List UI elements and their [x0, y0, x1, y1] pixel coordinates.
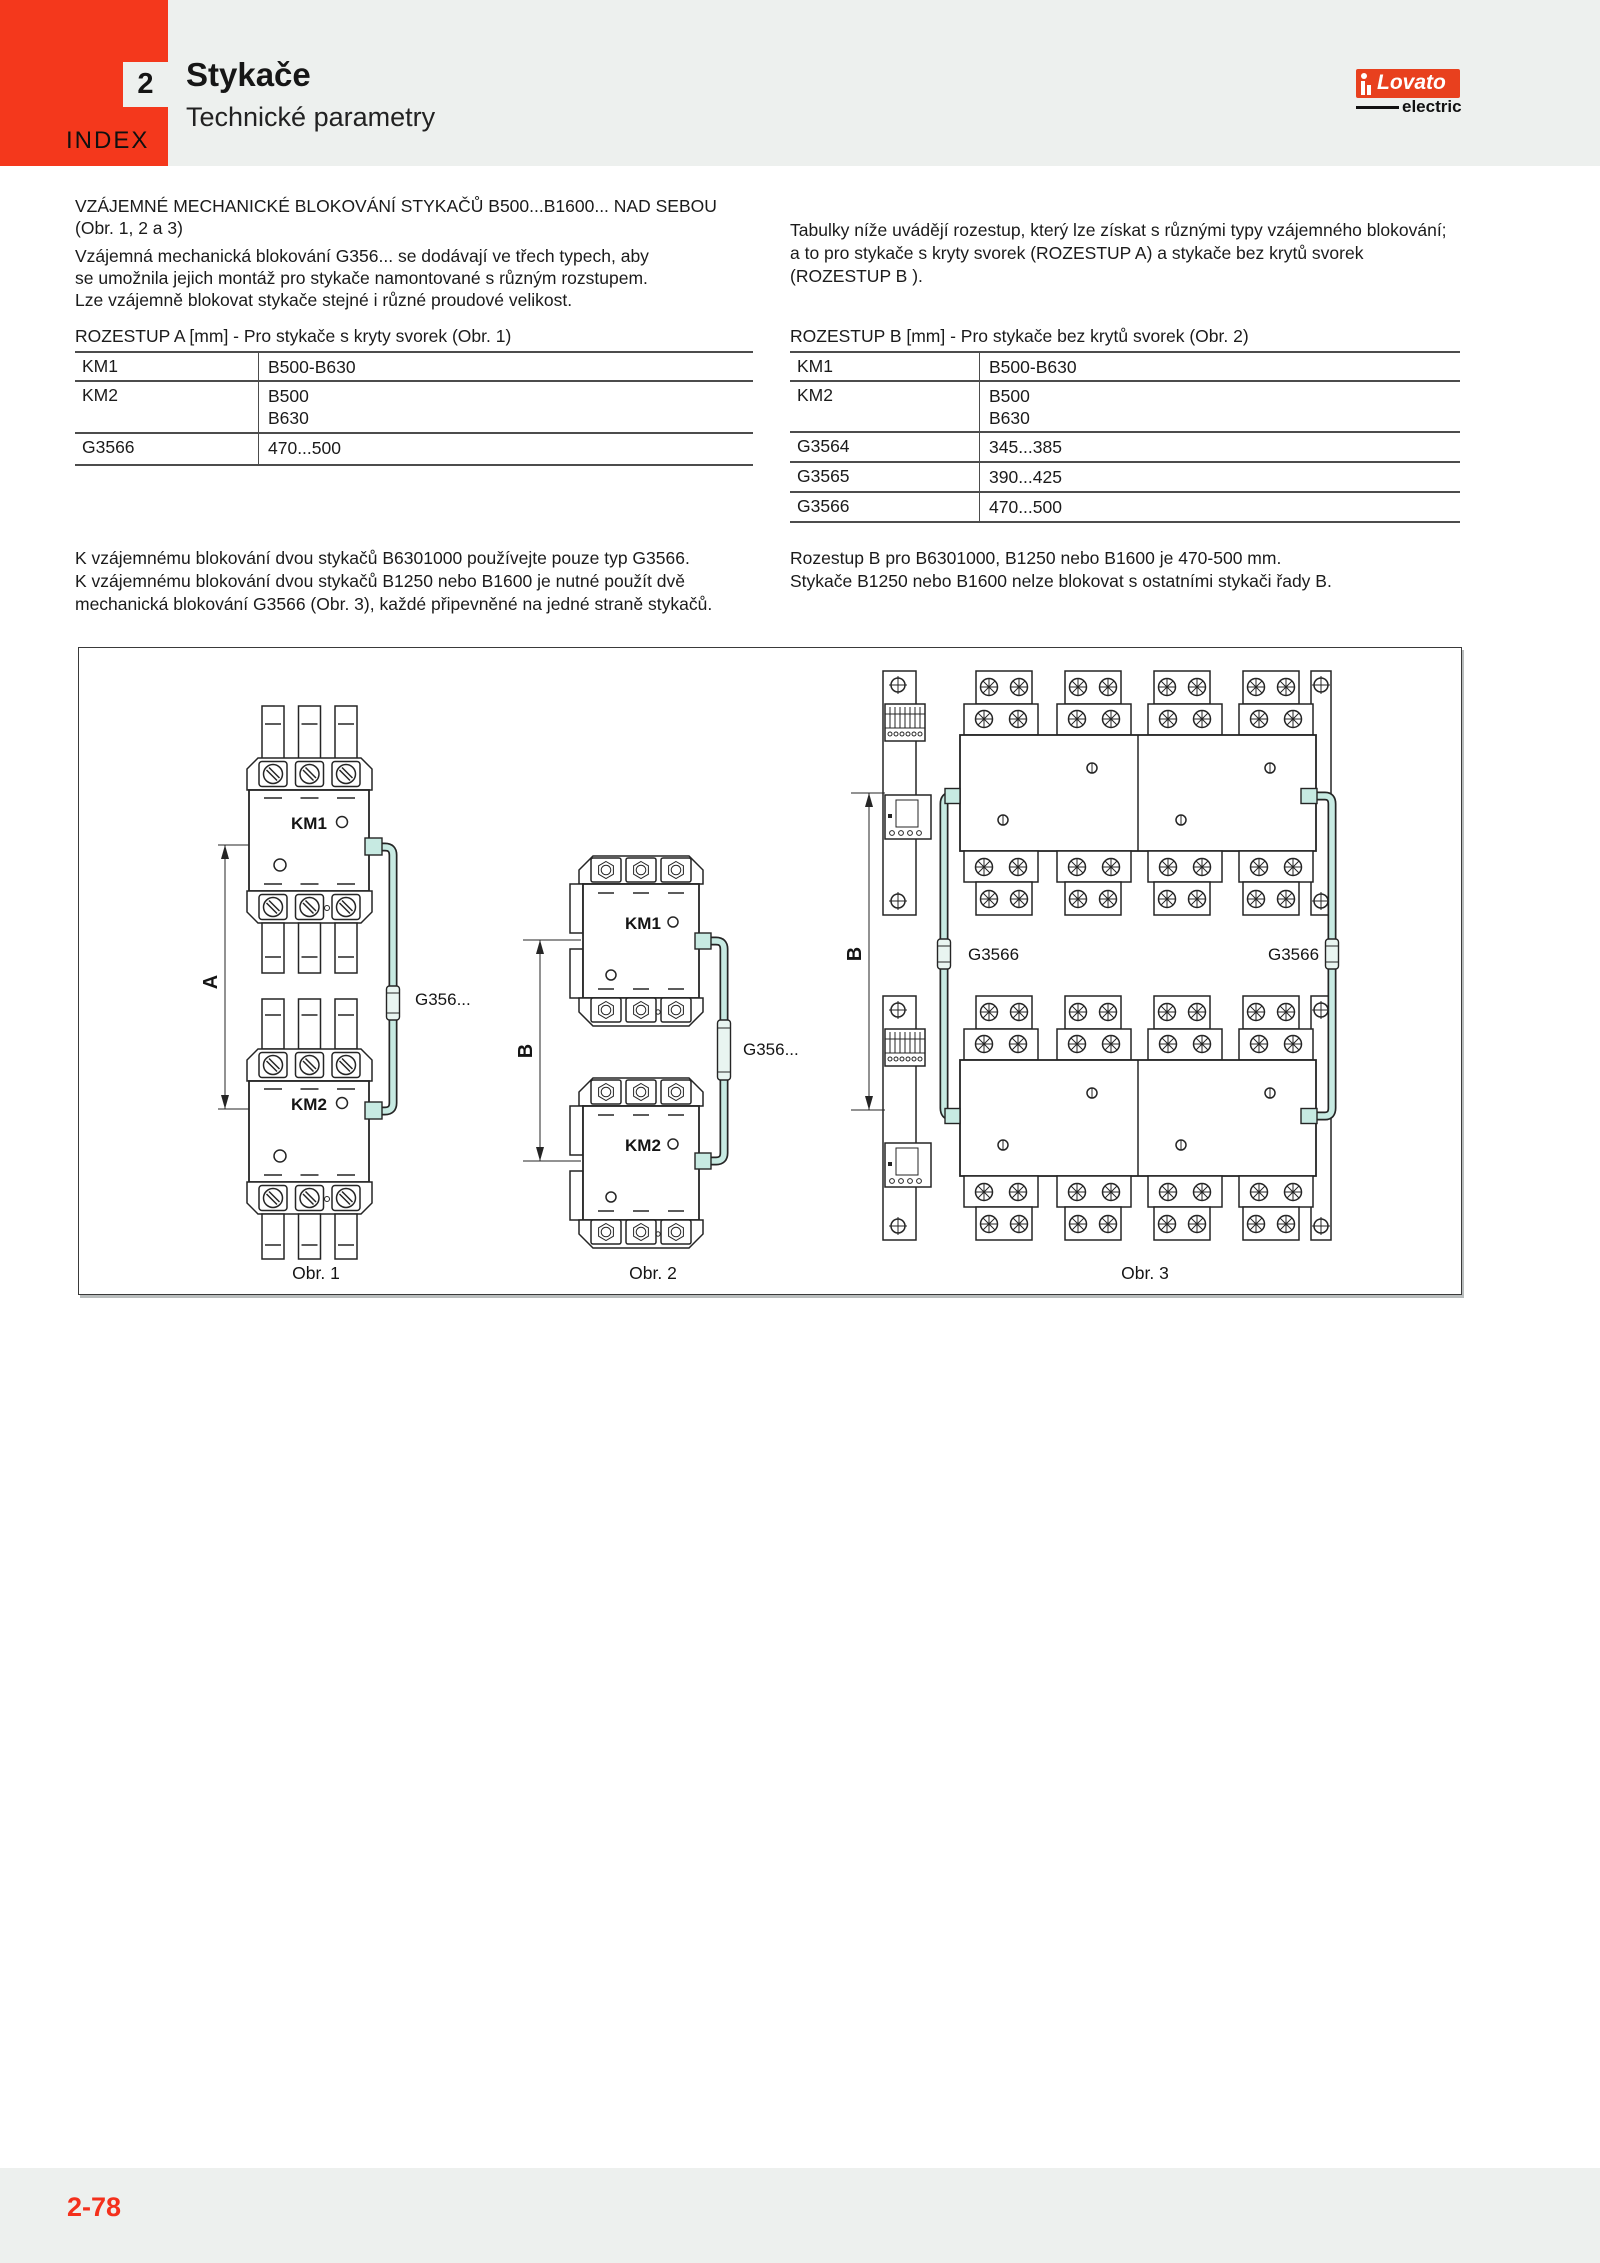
table-cell-value: 390...425	[989, 467, 1062, 487]
table-row	[75, 353, 753, 382]
logo-dot-icon	[1361, 73, 1367, 79]
table-row	[790, 353, 1460, 382]
table-cell-key: G3564	[790, 433, 980, 461]
logo-underline	[1356, 106, 1399, 109]
fig3-caption: Obr. 3	[1121, 1263, 1169, 1283]
left-note-line3: mechanická blokování G3566 (Obr. 3), každé připevněné na jedné straně stykačů.	[75, 594, 713, 614]
figure-3	[844, 671, 1339, 1283]
fig2-caption: Obr. 2	[629, 1263, 677, 1283]
table-cell-key: KM1	[790, 353, 980, 380]
page-number: 2-78	[67, 2192, 122, 2222]
table-row	[790, 493, 1460, 523]
table-cell-value: 345...385	[989, 437, 1062, 457]
fig3-interlock-left	[938, 789, 961, 1124]
left-heading-line1: VZÁJEMNÉ MECHANICKÉ BLOKOVÁNÍ STYKAČŮ B500...B1600... NAD SEBOU	[75, 196, 717, 216]
table-cell-key: G3565	[790, 463, 980, 491]
fig3-display-module	[885, 795, 931, 839]
right-note-line2: Stykače B1250 nebo B1600 nelze blokovat s ostatními stykači řady B.	[790, 571, 1332, 591]
fig1-km1-label: KM1	[291, 814, 327, 833]
fig1-caption: Obr. 1	[292, 1263, 340, 1283]
table-b-title: ROZESTUP B [mm] - Pro stykače bez krytů svorek (Obr. 2)	[790, 326, 1249, 346]
logo-bar-icon	[1367, 85, 1371, 95]
table-row	[790, 382, 1460, 433]
figure-panel	[78, 647, 1462, 1295]
fig3-display-module	[885, 1143, 931, 1187]
table-a-title: ROZESTUP A [mm] - Pro stykače s kryty svorek (Obr. 1)	[75, 326, 512, 346]
table-a	[75, 351, 753, 466]
page-subtitle: Technické parametry	[186, 102, 436, 132]
table-cell-key: G3566	[790, 493, 980, 521]
figure-1	[200, 706, 471, 1283]
left-heading-line2: (Obr. 1, 2 a 3)	[75, 218, 183, 238]
page-title: Stykače	[186, 56, 311, 93]
section-tab	[0, 0, 168, 166]
right-note-line1: Rozestup B pro B6301000, B1250 nebo B1600 je 470-500 mm.	[790, 548, 1282, 568]
logo-wordmark-box	[1356, 69, 1460, 98]
fig3-aux-terminal-strip	[885, 1029, 925, 1066]
fig1-km2-label: KM2	[291, 1095, 327, 1114]
fig2-dimension-label: B	[515, 1043, 537, 1059]
table-row	[790, 433, 1460, 463]
table-cell-key: KM2	[75, 382, 259, 432]
left-paragraph-line2: se umožnila jejich montáž pro stykače namontované s různým rozstupem.	[75, 268, 648, 288]
brand-logo	[1356, 69, 1466, 119]
fig2-km2-label: KM2	[625, 1136, 661, 1155]
table-row	[75, 434, 753, 466]
left-paragraph-line3: Lze vzájemně blokovat stykače stejné i různé proudové velikost.	[75, 290, 573, 310]
fig3-interlock-label-right: G3566	[1268, 945, 1320, 964]
section-number: 2	[123, 62, 168, 107]
fig1-dimension	[200, 845, 249, 1109]
table-cell-value: B500-B630	[989, 357, 1077, 377]
left-note-line2: K vzájemnému blokování dvou stykačů B1250 nebo B1600 je nutné použít dvě	[75, 571, 685, 591]
table-cell-key: KM2	[790, 382, 980, 431]
logo-brand-text: Lovato	[1377, 71, 1446, 94]
fig3-dimension-label: B	[844, 946, 866, 962]
left-note-line1: K vzájemnému blokování dvou stykačů B6301000 používejte pouze typ G3566.	[75, 548, 690, 568]
fig3-dimension	[844, 793, 885, 1110]
page-header	[0, 0, 1600, 166]
table-b	[790, 351, 1460, 523]
right-paragraph-line3: (ROZESTUP B ).	[790, 266, 923, 286]
table-row	[790, 463, 1460, 493]
fig3-interlock-label-left: G3566	[968, 945, 1020, 964]
fig2-interlock-label: G356...	[743, 1040, 799, 1059]
table-cell-value: B500-B630	[268, 357, 356, 377]
table-cell-value: B500 B630	[268, 386, 309, 428]
table-cell-key: G3566	[75, 434, 259, 464]
left-paragraph-line1: Vzájemná mechanická blokování G356... se dodávají ve třech typech, aby	[75, 246, 649, 266]
table-cell-value: 470...500	[268, 438, 341, 458]
fig2-km1-label: KM1	[625, 914, 661, 933]
fig1-dimension-label: A	[200, 974, 222, 990]
fig3-aux-terminal-strip	[885, 704, 925, 741]
figures-drawing	[79, 648, 1460, 1293]
fig1-interlock-label: G356...	[415, 990, 471, 1009]
page-footer	[0, 2168, 1600, 2263]
table-cell-key: KM1	[75, 353, 259, 380]
logo-bar-icon	[1361, 81, 1365, 95]
figure-2	[515, 856, 799, 1283]
right-paragraph-line1: Tabulky níže uvádějí rozestup, který lze získat s různými typy vzájemného blokování;	[790, 220, 1447, 240]
index-label: INDEX	[66, 127, 150, 154]
fig2-interlock	[695, 933, 731, 1169]
table-cell-value: B500 B630	[989, 386, 1030, 428]
table-row	[75, 382, 753, 434]
logo-sub-text: electric	[1402, 97, 1462, 116]
table-cell-value: 470...500	[989, 497, 1062, 517]
right-paragraph-line2: a to pro stykače s kryty svorek (ROZESTUP A) a stykače bez krytů svorek	[790, 243, 1364, 263]
